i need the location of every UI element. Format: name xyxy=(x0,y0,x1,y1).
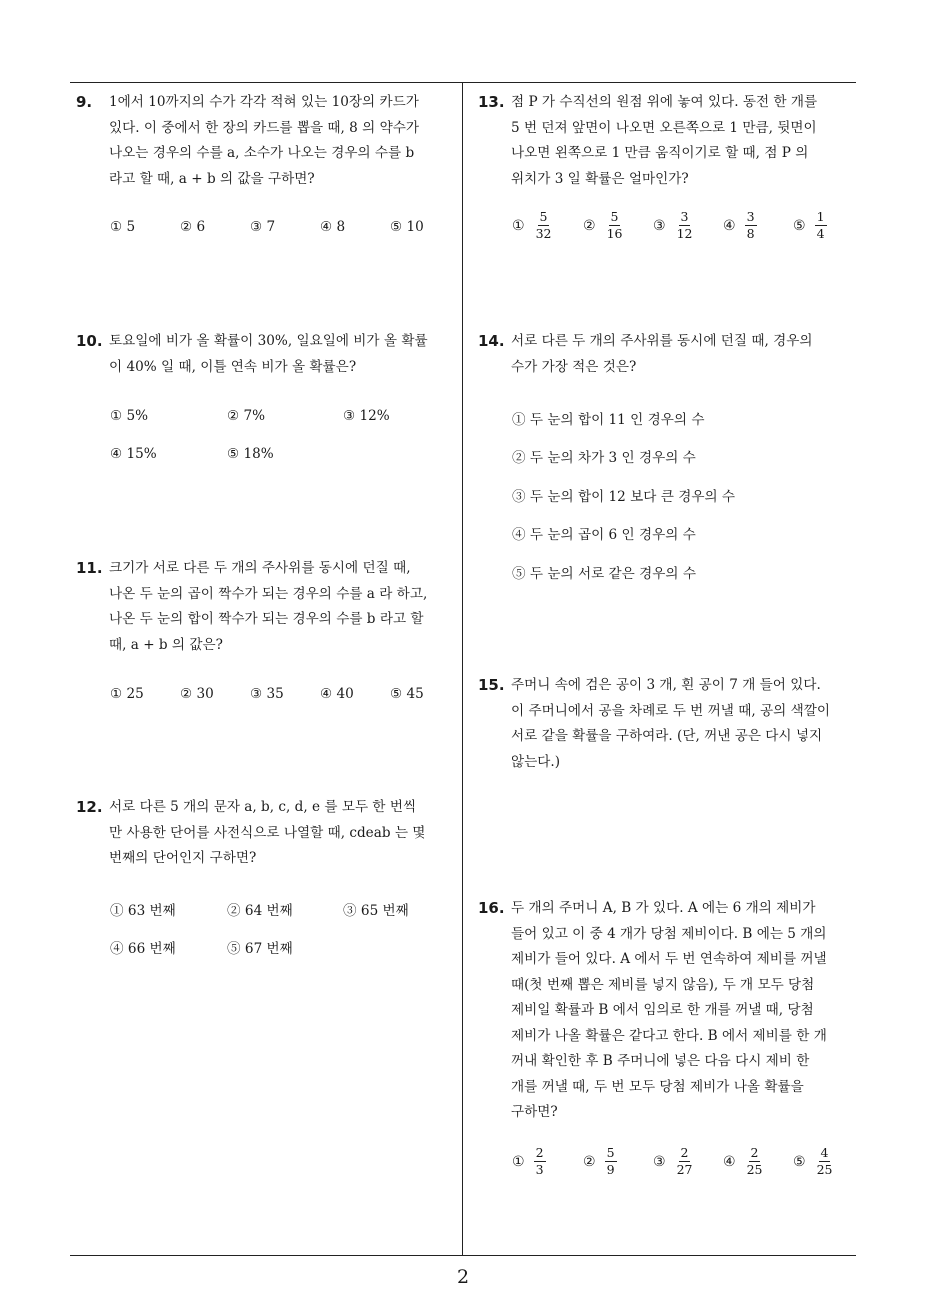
fraction xyxy=(675,1146,695,1177)
choice-mark: ③ xyxy=(653,217,666,234)
stem-line: 않는다.) xyxy=(511,753,561,770)
column-divider xyxy=(462,82,463,1256)
stem-line: 번째의 단어인지 구하면? xyxy=(109,850,257,866)
choice-1[interactable]: ① 두 눈의 합이 11 인 경우의 수 xyxy=(512,412,705,428)
question-number: 12. xyxy=(76,798,103,816)
question-number: 11. xyxy=(76,559,103,577)
fraction xyxy=(815,210,827,241)
denominator: 25 xyxy=(746,1162,763,1177)
choice-1[interactable]: ① 25 xyxy=(110,686,144,702)
numerator: 5 xyxy=(610,209,619,224)
stem-line: 제비가 나올 확률은 같다고 한다. B 에서 제비를 한 개 xyxy=(511,1027,827,1044)
question-number: 15. xyxy=(478,676,505,694)
stem-line: 위치가 3 일 확률은 얼마인가? xyxy=(511,170,689,187)
choice-1[interactable] xyxy=(512,210,553,241)
question-stem xyxy=(109,795,460,872)
denominator: 3 xyxy=(535,1162,544,1177)
choice-3[interactable]: ③ 12% xyxy=(343,408,390,424)
choice-2[interactable]: ② 두 눈의 차가 3 인 경우의 수 xyxy=(512,450,696,466)
stem-line: 들어 있고 이 중 4 개가 당첨 제비이다. B 에는 5 개의 xyxy=(511,925,827,942)
stem-line: 5 번 던져 앞면이 나오면 오른쪽으로 1 만큼, 뒷면이 xyxy=(511,119,817,136)
choice-4[interactable] xyxy=(723,1146,764,1177)
choice-3[interactable]: ③ 35 xyxy=(250,686,284,702)
choice-5[interactable]: ⑤ 두 눈의 서로 같은 경우의 수 xyxy=(512,566,696,582)
fraction xyxy=(605,210,625,241)
choice-4[interactable]: ④ 66 번째 xyxy=(110,941,176,957)
question-16 xyxy=(478,896,862,1126)
choice-mark: ③ xyxy=(653,1153,666,1170)
choice-mark: ① xyxy=(512,217,525,234)
choice-mark: ⑤ xyxy=(793,217,806,234)
stem-line: 크기가 서로 다른 두 개의 주사위를 동시에 던질 때, xyxy=(109,560,411,576)
numerator: 2 xyxy=(750,1145,759,1160)
stem-line: 라고 할 때, a + b 의 값을 구하면? xyxy=(109,170,315,187)
choice-3[interactable]: ③ 두 눈의 합이 12 보다 큰 경우의 수 xyxy=(512,489,736,505)
question-stem xyxy=(109,90,460,192)
numerator: 1 xyxy=(816,209,825,224)
stem-line: 서로 같을 확률을 구하여라. (단, 꺼낸 공은 다시 넣지 xyxy=(511,728,823,744)
choice-4[interactable]: ④ 40 xyxy=(320,686,354,702)
choice-3[interactable] xyxy=(653,210,694,241)
question-number: 13. xyxy=(478,93,505,111)
question-12 xyxy=(76,795,460,872)
fraction xyxy=(745,1146,765,1177)
fraction xyxy=(815,1146,835,1177)
stem-line: 1에서 10까지의 수가 각각 적혀 있는 10장의 카드가 xyxy=(109,94,419,110)
fraction xyxy=(534,210,554,241)
question-stem xyxy=(511,896,862,1126)
question-number: 14. xyxy=(478,332,505,350)
denominator: 32 xyxy=(535,226,552,241)
numerator: 5 xyxy=(606,1145,615,1160)
choice-1[interactable]: ① 5% xyxy=(110,408,149,424)
choice-mark: ④ xyxy=(723,1153,736,1170)
stem-line: 나온 두 눈의 합이 짝수가 되는 경우의 수를 b 라고 할 xyxy=(109,611,424,627)
stem-line: 서로 다른 두 개의 주사위를 동시에 던질 때, 경우의 xyxy=(511,333,813,349)
question-11 xyxy=(76,556,460,658)
numerator: 3 xyxy=(680,209,689,224)
choice-5[interactable]: ⑤ 10 xyxy=(390,219,424,235)
stem-line: 나오면 왼쪽으로 1 만큼 움직이기로 할 때, 점 P 의 xyxy=(511,145,809,161)
choice-5[interactable] xyxy=(793,210,827,241)
fraction xyxy=(745,210,757,241)
choice-mark: ④ xyxy=(723,217,736,234)
choice-3[interactable]: ③ 7 xyxy=(250,219,276,235)
choice-1[interactable]: ① 63 번째 xyxy=(110,903,176,919)
stem-line: 주머니 속에 검은 공이 3 개, 흰 공이 7 개 들어 있다. xyxy=(511,677,821,693)
choice-4[interactable] xyxy=(723,210,757,241)
denominator: 9 xyxy=(606,1162,615,1177)
question-stem xyxy=(511,329,862,380)
choice-mark: ⑤ xyxy=(793,1153,806,1170)
denominator: 4 xyxy=(816,226,825,241)
stem-line: 이 주머니에서 공을 차례로 두 번 꺼낼 때, 공의 색깔이 xyxy=(511,702,830,719)
choice-5[interactable]: ⑤ 67 번째 xyxy=(227,941,293,957)
question-number: 9. xyxy=(76,93,93,111)
fraction xyxy=(605,1146,617,1177)
page-number: 2 xyxy=(456,1266,470,1288)
choice-2[interactable] xyxy=(583,1146,617,1177)
stem-line: 토요일에 비가 올 확률이 30%, 일요일에 비가 올 확률 xyxy=(109,333,428,349)
stem-line: 이 40% 일 때, 이틀 연속 비가 올 확률은? xyxy=(109,358,357,375)
stem-line: 때, a + b 의 값은? xyxy=(109,636,223,653)
choice-2[interactable]: ② 6 xyxy=(180,219,206,235)
stem-line: 제비일 확률과 B 에서 임의로 한 개를 꺼낼 때, 당첨 xyxy=(511,1002,814,1018)
question-15 xyxy=(478,673,862,775)
stem-line: 수가 가장 적은 것은? xyxy=(511,358,637,375)
numerator: 4 xyxy=(820,1145,829,1160)
fraction xyxy=(534,1146,546,1177)
stem-line: 나오는 경우의 수를 a, 소수가 나오는 경우의 수를 b xyxy=(109,145,415,161)
choice-2[interactable]: ② 30 xyxy=(180,686,214,702)
top-rule xyxy=(70,82,856,83)
numerator: 5 xyxy=(539,209,548,224)
stem-line: 나온 두 눈의 곱이 짝수가 되는 경우의 수를 a 라 하고, xyxy=(109,585,428,602)
stem-line: 서로 다른 5 개의 문자 a, b, c, d, e 를 모두 한 번씩 xyxy=(109,799,417,815)
stem-line: 꺼내 확인한 후 B 주머니에 넣은 다음 다시 제비 한 xyxy=(511,1053,810,1069)
stem-line: 개를 꺼낼 때, 두 번 모두 당첨 제비가 나올 확률을 xyxy=(511,1078,804,1095)
numerator: 2 xyxy=(535,1145,544,1160)
question-number: 10. xyxy=(76,332,103,350)
choice-4[interactable]: ④ 15% xyxy=(110,446,157,462)
stem-line: 제비가 들어 있다. A 에서 두 번 연속하여 제비를 꺼낼 xyxy=(511,951,827,967)
numerator: 2 xyxy=(680,1145,689,1160)
question-stem xyxy=(511,673,862,775)
choice-mark: ② xyxy=(583,1153,596,1170)
stem-line: 만 사용한 단어를 사전식으로 나열할 때, cdeab 는 몇 xyxy=(109,824,426,841)
fraction xyxy=(675,210,695,241)
choice-mark: ② xyxy=(583,217,596,234)
choice-2[interactable] xyxy=(583,210,624,241)
denominator: 12 xyxy=(676,226,693,241)
stem-line: 있다. 이 중에서 한 장의 카드를 뽑을 때, 8 의 약수가 xyxy=(109,119,419,136)
stem-line: 점 P 가 수직선의 원점 위에 놓여 있다. 동전 한 개를 xyxy=(511,94,818,110)
choice-4[interactable]: ④ 8 xyxy=(320,219,346,235)
choice-2[interactable]: ② 64 번째 xyxy=(227,903,293,919)
choice-5[interactable] xyxy=(793,1146,834,1177)
bottom-rule xyxy=(70,1255,856,1256)
question-10 xyxy=(76,329,460,380)
choice-1[interactable]: ① 5 xyxy=(110,219,136,235)
choice-3[interactable] xyxy=(653,1146,694,1177)
choice-5[interactable]: ⑤ 45 xyxy=(390,686,424,702)
question-14 xyxy=(478,329,862,380)
choice-3[interactable]: ③ 65 번째 xyxy=(343,903,409,919)
choice-4[interactable]: ④ 두 눈의 곱이 6 인 경우의 수 xyxy=(512,527,696,543)
denominator: 16 xyxy=(606,226,623,241)
choice-5[interactable]: ⑤ 18% xyxy=(227,446,274,462)
question-stem xyxy=(511,90,862,192)
denominator: 27 xyxy=(676,1162,693,1177)
stem-line: 두 개의 주머니 A, B 가 있다. A 에는 6 개의 제비가 xyxy=(511,900,816,916)
stem-line: 구하면? xyxy=(511,1104,558,1120)
denominator: 8 xyxy=(746,226,755,241)
question-stem xyxy=(109,556,460,658)
question-number: 16. xyxy=(478,899,505,917)
choice-2[interactable]: ② 7% xyxy=(227,408,266,424)
question-13 xyxy=(478,90,862,192)
choice-1[interactable] xyxy=(512,1146,546,1177)
question-stem xyxy=(109,329,460,380)
numerator: 3 xyxy=(746,209,755,224)
stem-line: 때(첫 번째 뽑은 제비를 넣지 않음), 두 개 모두 당첨 xyxy=(511,976,815,993)
choice-mark: ① xyxy=(512,1153,525,1170)
question-9 xyxy=(76,90,460,192)
denominator: 25 xyxy=(816,1162,833,1177)
